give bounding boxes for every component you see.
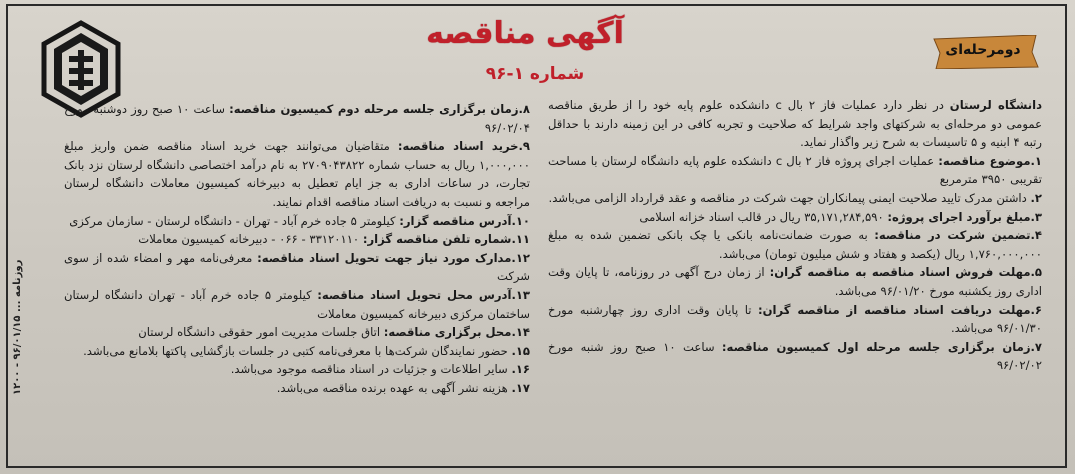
clause-number: ۲. — [1030, 190, 1042, 205]
clause-label: مهلت فروش اسناد مناقصه به مناقصه گران: — [769, 265, 1031, 280]
clause — [64, 323, 530, 342]
clause — [548, 189, 1042, 208]
clause-text: داشتن مدرک تایید صلاحیت ایمنی پیمانکاران جهت شرکت در مناقصه و عقد قرارداد الزامی می‌باشد. — [548, 190, 1027, 205]
clause — [64, 286, 530, 323]
clause-label: تضمین شرکت در مناقصه: — [874, 228, 1031, 243]
clause-label: خرید اسناد مناقصه: — [397, 139, 519, 154]
clause-text: اتاق جلسات مدیریت امور حقوقی دانشگاه لرستان — [138, 325, 381, 340]
clause-number: ۶. — [1030, 302, 1042, 317]
clause-text: کیلومتر ۵ جاده خرم آباد - تهران - دانشگاه لرستان - سازمان مرکزی — [69, 213, 396, 228]
clause-number: ۱۶. — [511, 362, 530, 377]
clause-text: سایر اطلاعات و جزئیات در اسناد مناقصه موجود می‌باشد. — [230, 362, 508, 377]
clause-label: زمان برگزاری جلسه مرحله اول کمیسیون مناقصه: — [721, 339, 1031, 354]
clause-number: ۱۵. — [511, 343, 530, 358]
clause-number: ۱۱. — [511, 232, 530, 247]
right-column — [548, 96, 1042, 375]
clause — [64, 212, 530, 231]
clause-text: هزینه نشر آگهی به عهده برنده مناقصه می‌باشد. — [276, 380, 508, 395]
clause-text: ساعت ۱۰ صبح روز دوشنبه مورخ ۹۶/۰۲/۰۴ — [64, 102, 530, 135]
clause-number: ۱۷. — [511, 380, 530, 395]
clause — [548, 96, 1042, 152]
clause-label: آدرس مناقصه گزار: — [399, 213, 512, 228]
clause — [64, 137, 530, 211]
clause-number: ۴. — [1030, 228, 1042, 243]
clause-label: موضوع مناقصه: — [938, 153, 1031, 168]
clause — [64, 360, 530, 379]
clause-text: تا پایان وقت اداری روز چهارشنبه مورخ ۹۶/۰۱/۳۰ می‌باشد. — [548, 302, 1042, 336]
side-note: روزنامه ... ۹۶/۰۱/۱۵ - ۱۲۰۰ — [12, 259, 23, 396]
clause-text: ۳۵,۱۷۱,۲۸۴,۵۹۰ ریال در قالب اسناد خزانه اسلامی — [639, 209, 884, 224]
clause — [64, 230, 530, 249]
clause — [548, 301, 1042, 338]
clause-label: دانشگاه لرستان — [949, 98, 1043, 112]
clause-label: مدارک مورد نیاز جهت تحویل اسناد مناقصه: — [257, 250, 512, 265]
clause-text: ساعت ۱۰ صبح روز شنبه مورخ ۹۶/۰۲/۰۲ — [548, 339, 1042, 373]
clause — [64, 249, 530, 286]
clause-number: ۷. — [1030, 339, 1042, 354]
ad-number: شماره ۱-۹۶ — [485, 64, 585, 84]
stage-badge: دومرحله‌ای — [945, 42, 1021, 58]
clause-label: محل برگزاری مناقصه: — [383, 325, 512, 340]
clause-number: ۱۳. — [511, 287, 530, 302]
clause-number: ۱۲. — [511, 250, 530, 265]
clause-text: در نظر دارد عملیات فاز ۲ بال c دانشکده علوم پایه خود را از طریق مناقصه عمومی دو مرحله‌ای به شرکتهای واجد شرایط که صلاحیت و تجربه کافی در این زمینه دارند با حداقل رتبه ۴ ابنیه و ۵ تاسیسات به شرح زیر واگذار نماید. — [548, 98, 1042, 150]
ad-title: آگهی مناقصه — [426, 16, 624, 51]
clause-number: ۹. — [518, 139, 530, 154]
clause — [548, 208, 1042, 227]
clause-number: ۱. — [1030, 153, 1042, 168]
clause-number: ۵. — [1030, 265, 1042, 280]
clause-number: ۱۰. — [511, 213, 530, 228]
clause-text: از زمان درج آگهی در روزنامه، تا پایان وقت اداری روز یکشنبه مورخ ۹۶/۰۱/۲۰ می‌باشد. — [548, 265, 1042, 298]
clause — [64, 100, 530, 137]
clause — [64, 342, 530, 361]
clause-text: ۳۳۱۲۰۱۱۰ - ۰۶۶ - دبیرخانه کمیسیون معاملات — [138, 232, 360, 247]
clause-text: عملیات اجرای پروژه فاز ۲ بال c دانشکده علوم پایه دانشگاه لرستان با مساحت تقریبی ۳۹۵۰ مترمربع — [548, 153, 1042, 187]
left-column — [64, 100, 530, 398]
side-strip — [12, 200, 34, 455]
clause-text: به صورت ضمانت‌نامه بانکی یا چک بانکی تضمین شده به مبلغ ۱,۷۶۰,۰۰۰,۰۰۰ ریال (یکصد و هفتاد و شش میلیون تومان) می‌باشد. — [548, 228, 1042, 261]
clause — [548, 226, 1042, 263]
clause-label: آدرس محل تحویل اسناد مناقصه: — [317, 287, 512, 302]
clause — [548, 263, 1042, 300]
clause-number: ۸. — [518, 102, 530, 116]
clause — [548, 338, 1042, 375]
clause-label: زمان برگزاری جلسه مرحله دوم کمیسیون مناقصه: — [229, 102, 519, 116]
clause-label: شماره تلفن مناقصه گزار: — [362, 232, 512, 247]
clause-text: معرفی‌نامه مهر و امضاء شده از سوی شرکت — [64, 250, 530, 284]
clause-label: مبلغ برآورد اجرای پروژه: — [887, 209, 1031, 224]
clause-number: ۳. — [1030, 209, 1042, 224]
clause-text: متقاضیان می‌توانند جهت خرید اسناد مناقصه ضمن واریز مبلغ ۱,۰۰۰,۰۰۰ ریال به حساب شماره ۲۷۰۹۰۴۳۸۲۲ به نام درآمد اختصاصی دانشگاه لرستان نزد بانک تجارت، در ساعات اداری به جز ایام تعطیل به دبیرخانه کمیسیون معاملات دانشگاه لرستان مراجعه و نسبت به دریافت اسناد مناقصه اقدام نمایند. — [64, 139, 530, 209]
clause-label: مهلت دریافت اسناد مناقصه از مناقصه گران: — [758, 302, 1031, 317]
clause-text: حضور نمایندگان شرکت‌ها با معرفی‌نامه کتبی در جلسات بازگشایی پاکتها بلامانع می‌باشد. — [83, 343, 508, 358]
clause-number: ۱۴. — [511, 325, 530, 340]
clause — [548, 152, 1042, 189]
clause-text: کیلومتر ۵ جاده خرم آباد - تهران دانشگاه لرستان ساختمان مرکزی دبیرخانه کمیسیون معاملات — [64, 287, 530, 321]
clause — [64, 379, 530, 398]
